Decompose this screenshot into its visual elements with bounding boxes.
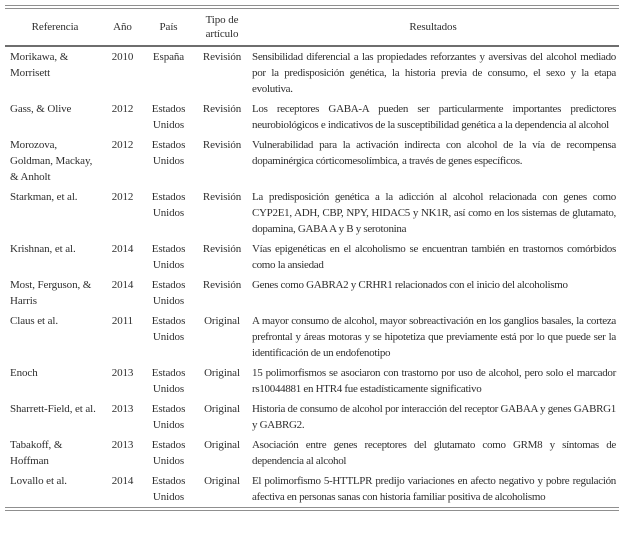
table-row [5,135,619,187]
tipo-cell: Revisión [202,243,242,255]
tipo-cell: Original [204,403,240,415]
resultados-cell: 15 polimorfismos se asociaron con trastorno por uso de alcohol, pero solo el marcador rs10044881 en HTR4 fue estadísticamente significativo [252,367,616,395]
table-row [5,275,619,311]
tipo-cell: Original [204,315,240,327]
table-row [5,435,619,471]
ano-cell: 2013 [111,403,134,415]
table-body [5,46,619,509]
ano-cell: 2010 [111,51,134,63]
table-row [5,46,619,99]
pais-cell: Estados Unidos [151,403,186,431]
table-row [5,99,619,135]
col-header-resultados: Resultados [247,7,619,46]
ano-cell: 2014 [111,243,134,255]
tipo-cell: Revisión [202,139,242,151]
pais-cell: Estados Unidos [151,475,186,503]
table-row [5,399,619,435]
col-header-tipo-de-articulo: Tipo de artículo [197,7,247,46]
referencia-cell: Sharrett-Field, et al. [10,403,96,415]
resultados-cell: A mayor consumo de alcohol, mayor sobreactivación en los ganglios basales, la corteza prefrontal y áreas motoras y se hipotetiza que previamente está por lo que puede ser la identificación de un endofenotipo [252,315,616,359]
tipo-cell: Original [204,475,240,487]
table-row [5,363,619,399]
tipo-cell: Revisión [202,191,242,203]
table-row [5,311,619,363]
pais-cell: Estados Unidos [151,279,186,307]
referencia-cell: Starkman, et al. [10,191,78,203]
table-row [5,471,619,509]
col-header-pais: País [140,7,197,46]
resultados-cell: Vulnerabilidad para la activación indirecta con alcohol de la vía de recompensa dopaminérgica córticomesolímbica, a través de genes específicos. [252,139,616,167]
tipo-cell: Revisión [202,103,242,115]
pais-cell: Estados Unidos [151,439,186,467]
ano-cell: 2012 [111,191,134,203]
tipo-cell: Revisión [202,51,242,63]
resultados-cell: Genes como GABRA2 y CRHR1 relacionados con el inicio del alcoholismo [252,279,568,291]
ano-cell: 2011 [111,315,134,327]
pais-cell: Estados Unidos [151,315,186,343]
resultados-cell: La predisposición genética a la adicción al alcohol relacionada con genes como CYP2E1, ADH, CBP, NPY, HIDAC5 y NK1R, así como en los sistemas de glutamato, dopamina, GABA A y B y serotonina [252,191,616,235]
col-header-ano: Año [105,7,140,46]
referencia-cell: Morozova, Goldman, Mackay, & Anholt [10,139,93,183]
ano-cell: 2012 [111,139,134,151]
resultados-cell: El polimorfismo 5-HTTLPR predijo variaciones en afecto negativo y pobre regulación afectiva en personas sanas con historia familiar positiva de alcoholismo [252,475,616,503]
pais-cell: Estados Unidos [151,367,186,395]
ano-cell: 2014 [111,279,134,291]
header-row [5,7,619,46]
pais-cell: Estados Unidos [151,191,186,219]
table-row [5,187,619,239]
ano-cell: 2013 [111,367,134,379]
pais-cell: Estados Unidos [151,103,186,131]
referencia-cell: Morikawa, & Morrisett [10,51,69,79]
studies-table [5,5,619,511]
resultados-cell: Historia de consumo de alcohol por interacción del receptor GABAA y genes GABRG1 y GABRG2. [252,403,616,431]
pais-cell: Estados Unidos [151,243,186,271]
ano-cell: 2014 [111,475,134,487]
resultados-cell: Los receptores GABA-A pueden ser particularmente importantes predictores neurobiológicos e indicativos de la susceptibilidad genética a la dependencia al alcohol [252,103,616,131]
referencia-cell: Lovallo et al. [10,475,67,487]
ano-cell: 2013 [111,439,134,451]
tipo-cell: Original [204,439,240,451]
referencia-cell: Gass, & Olive [10,103,72,115]
referencia-cell: Enoch [10,367,38,379]
table-row [5,239,619,275]
referencia-cell: Claus et al. [10,315,58,327]
tipo-cell: Original [204,367,240,379]
tipo-cell: Revisión [202,279,242,291]
ano-cell: 2012 [111,103,134,115]
resultados-cell: Asociación entre genes receptores del glutamato como GRM8 y síntomas de dependencia al alcohol [252,439,616,467]
referencia-cell: Krishnan, et al. [10,243,76,255]
resultados-cell: Sensibilidad diferencial a las propiedades reforzantes y aversivas del alcohol mediado por la predisposición genética, la historia previa de consumo, el sexo y la etapa evolutiva. [252,51,616,95]
pais-cell: Estados Unidos [151,139,186,167]
col-header-referencia: Referencia [5,7,105,46]
pais-cell: España [152,51,185,63]
table-header [5,7,619,46]
referencia-cell: Most, Ferguson, & Harris [10,279,92,307]
resultados-cell: Vías epigenéticas en el alcoholismo se encuentran también en trastornos comórbidos como la ansiedad [252,243,616,271]
referencia-cell: Tabakoff, & Hoffman [10,439,63,467]
